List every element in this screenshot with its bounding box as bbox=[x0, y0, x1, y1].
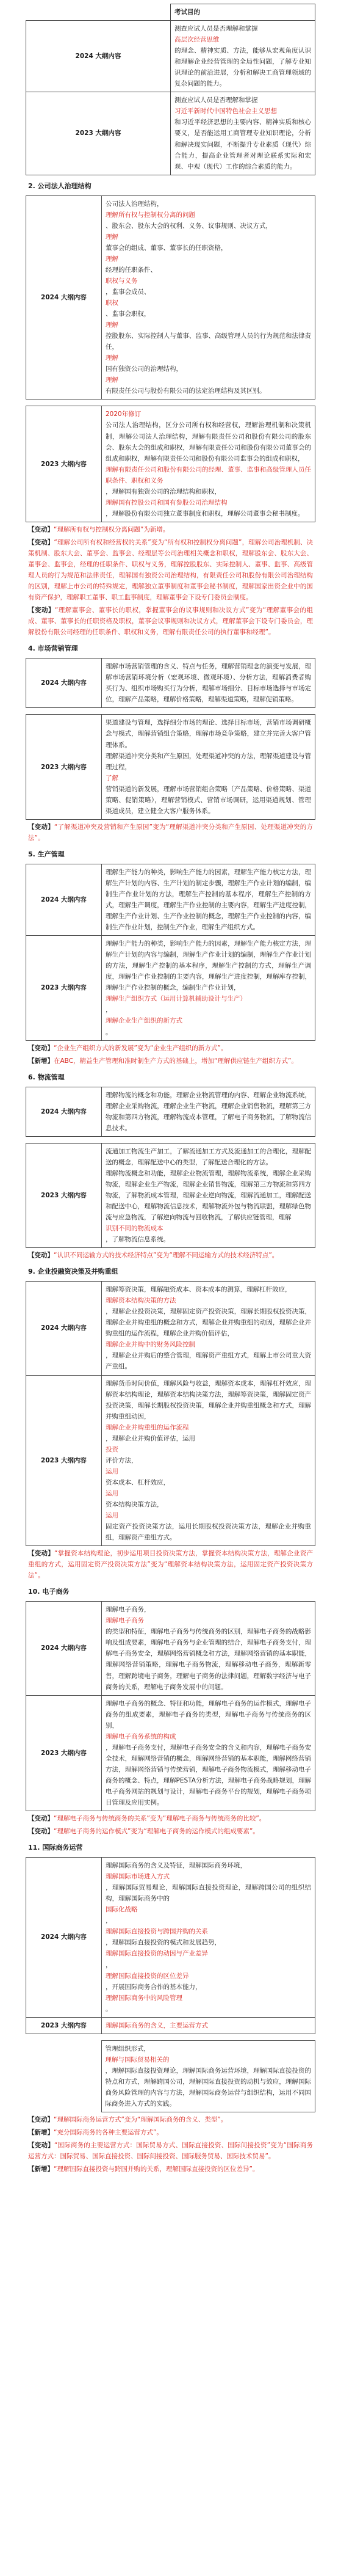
highlight-text: “理解国际直接投资与跨国并购的关系，理解国际直接投资的区位差异”。 bbox=[54, 2166, 259, 2173]
highlight-text: 国际化战略 bbox=[106, 1906, 138, 1914]
change-note bbox=[26, 2164, 315, 2175]
production-section bbox=[26, 849, 315, 1067]
row-label: 2023 大纲内容 bbox=[26, 936, 102, 1040]
highlight-text: 理解企业并购重组的运作流程 bbox=[106, 1423, 189, 1431]
column-header: 考试目的 bbox=[171, 4, 315, 21]
row-content: 理解货币时间价值，理解风险与收益，理解资本成本，理解杠杆效应，理解资本结构理论，理解资本结构决策方法，理解筹资决策，理解固定资产投资决策，理解长期股权投资决策，理解企业并购重组概念和方式，理解并购重组动因， 理解企业并购重组的运作流程 ，理解企业并购价值评估，运用 投资 评价方法， 运用 资本成本、杠杆效应， 运用 资本结构决策方法， 运用 固定资产投资决策方法，运用长期股权投资决策方法，理解企业并购重组，理解资产重组方式。 bbox=[102, 1375, 315, 1546]
table-row bbox=[26, 864, 315, 935]
row-label: 2024 大纲内容 bbox=[26, 195, 102, 400]
note-tag: 【变动】 bbox=[28, 2142, 54, 2150]
marketing-table-2023 bbox=[26, 714, 315, 819]
highlight-text: “理解董事会、董事长的职权，掌握董事会的议事规则和决议方式”变为“理解董事会的组成、董事、董事长的任职资格及职权，董事会议事规则和决议方式，理解董事会下设专门委员会，理解股份有限公司经理的任职条件、职权和义务，理解有限责任公司的执行董事和经理”。 bbox=[28, 607, 314, 637]
row-content: 理解市场营销管理的含义、特点与任务，理解营销理念的演变与发展，理解市场营销环境分析（宏观环境、微观环境）、分析方法，理解消费者购买行为、组织市场购买行为分析，理解市场细分、目标市场选择与市场定位，理解产品策略，理解价格策略，理解渠道策略，理解促销策略。 bbox=[102, 659, 315, 708]
highlight-text: 运用 bbox=[106, 1512, 118, 1520]
highlight-text: 理解企业并购中的财务风险控制 bbox=[106, 1341, 195, 1349]
row-label: 2024 大纲内容 bbox=[26, 1282, 102, 1375]
row-label: 2024 大纲内容 bbox=[26, 21, 171, 92]
table-row bbox=[26, 715, 315, 819]
highlight-text: 理解电子商务 bbox=[106, 1617, 144, 1625]
row-content: 理解国际商务的含义及特征，理解国际商务环境， 理解国际市场进入方式 ，理解国际贸易理论，理解国际直接投资理论，理解跨国公司的组织结构，理解国际商务中的 国际化战略 ， 理解国际直接投资与跨国并购的关系 ，理解国际直接投资的模式和发展趋势， 理解国际直接投资的动因与产业差异 ， 理解国际直接投资的区位差异 ，开展国际商务合作的基本能力， 理解国际商务中的风险管理 。 bbox=[102, 1858, 315, 2018]
corporate-governance-section bbox=[26, 181, 315, 638]
highlight-text: 习近平新时代中国特色社会主义思想 bbox=[174, 108, 277, 115]
row-content: 管理组织形式， 理解与国际贸易相关的 ，理解国际直接投资理论，理解国际商务运营环境，理解国际直接投资的特点和方式，理解跨国公司，理解国际直接投资的动机与效应，理解国际商务风险管理的内容与方法，理解国际商务运营与组织结构，运用不同国际商务进入方式的实践。 bbox=[101, 2040, 315, 2112]
page bbox=[0, 4, 341, 2175]
highlight-text: 理解与国际贸易相关的 bbox=[105, 2056, 170, 2063]
section-heading: 4. 市场营销管理 bbox=[28, 644, 78, 653]
investment-financing-section bbox=[26, 1266, 315, 1581]
row-content: 公司法人治理结构， 理解所有权与控制权分离的问题 、股东会、股东大会的权利、义务、议事规则、决议方式， 理解 董事会的组成、董事、董事长的任职资格， 理解 经理的任职条件、 职权与义务 ，监事会成员、 职权 、监事会职权， 理解 控股股东、实际控制人与董事、监事、高级管理人员的行为规范和法律责任， 理解 国有独资公司的治理结构， 理解 有限责任公司与股份有限公司的法定治理结构及其区别。 bbox=[102, 195, 315, 400]
highlight-text: 在ABC，精益生产管理和准时制生产方式的基础上，增加“理解供应链生产组织方式”。 bbox=[54, 1057, 298, 1065]
row-content: 理解电子商务， 理解电子商务 的类型和特征，理解电子商务与传统商务的区别，理解电子商务的战略影响及组成要素，理解电子商务与企业管理的结合，理解电子商务支付，理解电子商务安全，理解网络营销概念和方法，理解网络营销的基本职能，理解网络营销策略，理解电子商务物流，理解移动电子商务，理解新零售，理解跨境电子商务，理解电子商务的法律问题，理解数字经济与电子商务的关系，理解电子商务发展中的问题。 bbox=[102, 1602, 315, 1695]
highlight-text: 识别不同的物流成本 bbox=[106, 1225, 163, 1233]
change-note bbox=[26, 605, 315, 638]
row-content: 流通加工物流生产加工，了解流通加工方式及流通加工的合理化，理解配送的概念，理解配送中心的类型，了解配送合理化的方法。 理解物流概念和功能，理解企业物流管理，理解物流系统，理解企业采购物流，理解企业生产物流，理解企业销售物流，理解第三方物流和第四方物流，了解物流成本管理，理解企业逆向物流，理解流通加工，理解配送和配送中心，理解物流信息技术，理解物流外包与物流联盟，理解绿色物流与应急物流，了解逆向物流与回收物流，了解供应链管理，理解 识别不同的物流成本 ，了解物流信息系统。 bbox=[102, 1143, 315, 1247]
highlight-text: “理解所有权与控制权分离问题”为新增。 bbox=[54, 525, 170, 533]
change-note bbox=[26, 1056, 315, 1067]
note-tag: 【新增】 bbox=[28, 2166, 54, 2173]
section-heading: 2. 公司法人治理结构 bbox=[28, 181, 92, 190]
highlight-text: “认识不同运输方式的技术经济特点”变为“理解不同运输方式的技术经济特点”。 bbox=[54, 1252, 279, 1260]
change-note bbox=[26, 822, 315, 844]
row-label: 2024 大纲内容 bbox=[26, 1602, 102, 1695]
row-content: 2020年修订 公司法人治理结构，区分公司所有权和经营权，理解治理机制和决策机制，理解公司法人治理结构，理解有限责任公司和股份有限公司的股东会、股东大会的组成和职权，理解有限责任公司和股份有限公司董事会的组成和职权，理解有限责任公司和股份有限公司监事会的组成和职权， 理解有限责任公司和股份有限公司的经理、董事、监事和高级管理人员任职条件、职权和义务 ，理解国有独资公司的治理结构和职权， 理解国有控股公司和国有参股公司治理结构 ，理解股份有限公司独立董事制度和职权，理解公司董事会秘书制度。 bbox=[102, 406, 315, 522]
row-label: 2023 大纲内容 bbox=[26, 715, 102, 819]
highlight-text: 理解资本结构决策的方法 bbox=[106, 1297, 176, 1305]
highlight-text: “理解公司所有权和经营权的关系”变为“所有权和控制权分离问题”，理解公司治理机制、决策机制、股东大会、董事会、监事会、经理层等公司治理相关概念和职权，理解股东会、股东大会、董事会、监事会，经理的任职条件、职权与义务，理解控股股东、实际控制人、董事、监事、高级管理人员的行为规范和法律责任，理解国有独资公司治理结构，有限责任公司和股份有限公司治理结构的区别，理解上市公司的特殊规定，理解独立董事制度和董事会秘书制度，理解国家出资企业中的国有资产保护，理解职工董事、职工监事制度，理解董事会下设专门委员会制度。 bbox=[28, 538, 314, 602]
highlight-text: “充分国际商务的各种主要运营方式”。 bbox=[54, 2129, 163, 2137]
corporate-governance-table-2023 bbox=[26, 406, 315, 522]
note-tag: 【变动】 bbox=[28, 1252, 54, 1260]
row-label: 2023 大纲内容 bbox=[26, 1695, 102, 1811]
note-tag: 【变动】 bbox=[28, 1044, 54, 1052]
row-label: 2024 大纲内容 bbox=[26, 659, 102, 708]
row-content: 渠道建设与管理，选择细分市场的理论、选择目标市场，营销市场调研概念与模式，理解营销组合策略，理解市场竞争策略，建立并完善大客户管理体系。 理解渠道冲突分类和产生原因，处理渠道冲突的方法，理解渠道建设与管理过程， 了解 营销渠道的新发展，理解市场营销组合策略（产品策略、价格策略、渠道策略、促销策略），理解营销模式、营销市场调研，运用渠道规划、管理渠道成员，建立健全大客户服务体系。 bbox=[102, 715, 315, 819]
highlight-text: 运用 bbox=[106, 1489, 118, 1497]
table-row bbox=[26, 1858, 315, 2018]
highlight-text: “了解渠道冲突及营销和产生原因”变为“理解渠道冲突分类和产生原因、处理渠道冲突的方法”。 bbox=[28, 823, 314, 842]
change-note bbox=[26, 1548, 315, 1581]
table-row bbox=[26, 92, 315, 175]
table-row bbox=[26, 2040, 315, 2112]
table-row bbox=[26, 195, 315, 400]
row-content: 理解生产能力的种类，影响生产能力的因素，理解生产能力核定方法，理解生产计划的内容与编制，理解生产作业计划的编制，理解生产作业计划的方法，理解生产控制的基本程序，理解生产控制的方式，理解生产调度，理解生产作业控制的主要内容，理解生产进度控制，理解库存控制，理解生产作业控制的概念，编制生产作业计划， 理解生产组织方式（运用计算机辅助设计与生产） ， 理解企业生产组织的新方式 。 bbox=[102, 936, 315, 1040]
marketing-table-2024 bbox=[26, 658, 315, 708]
highlight-text: 理解电子商务系统的构成 bbox=[106, 1732, 176, 1740]
row-content: 理解电子商务的概念、特征和功能，理解电子商务的运作模式，理解电子商务的组成要素，理解电子商务的类型，理解电子商务与传统商务的区别， 理解电子商务系统的构成 ，理解电子商务支付，理解电子商务安全的含义和内容，理解电子商务安全技术，理解网络营销的概念，理解网络营销的基本职能，理解网络营销方法，理解网络营销与传统营销，理解电子商务物流模式，理解移动电子商务的概念、特点，理解PESTA分析方法，理解电子商务战略规划，理解电子商务网站的规划与设计，理解电子商务平台的规划，理解电子商务项目管理及应用实例。 bbox=[102, 1695, 315, 1811]
table-row bbox=[26, 1695, 315, 1811]
table-row bbox=[26, 659, 315, 708]
table-row bbox=[26, 2017, 315, 2034]
note-tag: 【变动】 bbox=[28, 823, 54, 831]
highlight-text: 职权 bbox=[106, 299, 118, 307]
highlight-text: 了解 bbox=[106, 774, 118, 782]
highlight-text: 理解 bbox=[106, 354, 118, 362]
highlight-text: 理解生产组织方式（运用计算机辅助设计与生产） bbox=[106, 995, 246, 1003]
e-commerce-section bbox=[26, 1586, 315, 1837]
table-row bbox=[26, 1375, 315, 1546]
section-heading: 10. 电子商务 bbox=[28, 1588, 70, 1596]
change-note bbox=[26, 1250, 315, 1261]
highlight-text: 投资 bbox=[106, 1445, 118, 1453]
row-content: 理解物流的概念和功能，理解企业物流管理的内容、理解企业物流系统，理解企业采购物流，理解企业生产物流，理解企业销售物流，理解第三方物流和第四方物流，理解物流成本管理，了解电子商务物流，了解物流信息技术。 bbox=[102, 1087, 315, 1136]
highlight-text: 运用 bbox=[106, 1467, 118, 1475]
exam-purpose-table bbox=[26, 4, 315, 175]
international-business-section bbox=[26, 1842, 315, 2175]
note-tag: 【变动】 bbox=[28, 1815, 54, 1823]
international-business-table-continued bbox=[26, 2040, 315, 2112]
logistics-section bbox=[26, 1072, 315, 1261]
corporate-governance-table-2024 bbox=[26, 195, 315, 400]
highlight-text: 理解 bbox=[106, 255, 118, 263]
highlight-text: “理解电子商务的运作模式”变为“理解电子商务的运作模式的组成要素”。 bbox=[54, 1828, 259, 1836]
highlight-text: 高层次经营思维 bbox=[174, 36, 220, 44]
highlight-text: 职权与义务 bbox=[106, 277, 138, 285]
highlight-text: 理解国际直接投资的动因与产业差异 bbox=[106, 1950, 208, 1958]
note-tag: 【变动】 bbox=[28, 1550, 54, 1558]
section-heading: 11. 国际商务运营 bbox=[28, 1844, 83, 1852]
highlight-text: 理解 bbox=[106, 376, 118, 384]
row-content: 测查应试人员是否理解和掌握 高层次经营思维 的理念、精神实质、方法，能够从宏观角度认识和理解企业经营管理的全局性问题，了解专业知识理论的前沿进展，分析和解决工商管理领域的复杂问题的能力。 bbox=[171, 21, 315, 92]
row-label: 2024 大纲内容 bbox=[26, 1087, 102, 1136]
highlight-text: 理解国际直接投资的区位差异 bbox=[106, 1972, 189, 1980]
row-label: 2023 大纲内容 bbox=[26, 2017, 102, 2034]
section-heading: 6. 物流管理 bbox=[28, 1073, 65, 1081]
change-note bbox=[26, 537, 315, 603]
highlight-text: “企业生产组织方式的新发展”变为“企业生产组织的新方式”。 bbox=[54, 1044, 228, 1052]
row-label: 2024 大纲内容 bbox=[26, 1858, 102, 2018]
logistics-table-2023 bbox=[26, 1143, 315, 1248]
highlight-text: 理解所有权与控制权分离的问题 bbox=[106, 211, 195, 219]
highlight-text: “国际商务的主要运营方式：国际贸易方式、国际直接投资、国际间接投资”变为“国际商务运营方式：国际贸易、国际直接投资、国际间接投资、国际服务贸易、国际技术贸易”。 bbox=[28, 2142, 314, 2161]
change-note bbox=[26, 1813, 315, 1824]
table-row bbox=[26, 1282, 315, 1375]
change-note bbox=[26, 1826, 315, 1837]
highlight-text: 2020年修订 bbox=[106, 410, 142, 418]
note-tag: 【变动】 bbox=[28, 1828, 54, 1836]
highlight-text: “掌握资本结构理论，初步运用项目投资决策方法，掌握资本结构决策方法，理解企业资产重组的方式，运用固定资产投资决策方法”变为“理解资本结构决策方法，运用固定资产投资决策方法”。 bbox=[28, 1550, 313, 1580]
highlight-text: 理解有限责任公司和股份有限公司的经理、董事、监事和高级管理人员任职条件、职权和义务 bbox=[106, 465, 311, 484]
table-row bbox=[26, 21, 315, 92]
note-tag: 【新增】 bbox=[28, 2129, 54, 2137]
note-tag: 【变动】 bbox=[28, 2116, 54, 2124]
international-business-table bbox=[26, 1857, 315, 2034]
note-tag: 【变动】 bbox=[28, 525, 54, 533]
row-label: 2023 大纲内容 bbox=[26, 1375, 102, 1546]
section-heading: 5. 生产管理 bbox=[28, 850, 65, 858]
e-commerce-table bbox=[26, 1601, 315, 1811]
table-row bbox=[26, 1087, 315, 1136]
investment-financing-table bbox=[26, 1281, 315, 1546]
production-table bbox=[26, 864, 315, 1041]
change-note bbox=[26, 2114, 315, 2125]
table-row bbox=[26, 936, 315, 1040]
row-content: 理解筹资决策，理解融资成本、资本成本的测算，理解杠杆效应， 理解资本结构决策的方法 ，理解企业投资决策，理解固定资产投资决策，理解长期股权投资决策，理解企业并购重组的概念和方式，理解企业并购重组的动因，理解企业并购重组的运作流程，理解企业并购价值评估， 理解企业并购中的财务风险控制 ，理解企业并购后的整合管理，理解资产重组方式，理解上市公司重大资产重组。 bbox=[102, 1282, 315, 1375]
table-row bbox=[26, 406, 315, 522]
change-note bbox=[26, 1043, 315, 1054]
change-note bbox=[26, 2140, 315, 2162]
highlight-text: 理解 bbox=[106, 321, 118, 329]
note-tag: 【变动】 bbox=[28, 538, 54, 546]
highlight-text: 理解企业生产组织的新方式 bbox=[106, 1017, 182, 1025]
table-row bbox=[26, 1143, 315, 1247]
table-row bbox=[26, 1602, 315, 1695]
change-note bbox=[26, 524, 315, 535]
highlight-text: 理解国际商务中的风险管理 bbox=[106, 1994, 182, 2002]
row-label: 2024 大纲内容 bbox=[26, 864, 102, 935]
highlight-text: “理解国际商务运营方式”变为“理解国际商务的含义、类型”。 bbox=[54, 2116, 228, 2124]
table-header-row bbox=[26, 4, 315, 21]
exam-purpose-section bbox=[26, 4, 315, 175]
highlight-text: 理解国有控股公司和国有参股公司治理结构 bbox=[106, 498, 228, 506]
highlight-text: 理解 bbox=[106, 233, 118, 241]
row-content bbox=[102, 2017, 315, 2034]
row-content: 理解生产能力的种类，影响生产能力的因素，理解生产能力核定方法，理解生产计划的内容、生产计划的制定步骤，理解生产作业计划的编制，编制生产作业计划的方法，理解生产控制的基本程序，理解生产控制的方式，理解生产调度，理解生产作业控制的主要内容，理解生产进度控制，理解生产作业计划、生产作业控制的概念，理解生产作业控制的内容，编制生产作业计划，控制生产作业，理解生产组织方式。 bbox=[102, 864, 315, 935]
change-note bbox=[26, 2127, 315, 2138]
highlight-text: “理解电子商务与传统商务的关系”变为“理解电子商务与传统商务的比较”。 bbox=[54, 1815, 266, 1823]
highlight-text: 理解国际直接投资与跨国并购的关系 bbox=[106, 1928, 208, 1936]
highlight-text: 理解国际市场进入方式 bbox=[106, 1873, 170, 1881]
row-label: 2023 大纲内容 bbox=[26, 406, 102, 522]
marketing-section bbox=[26, 643, 315, 844]
row-label: 2023 大纲内容 bbox=[26, 1143, 102, 1247]
section-heading: 9. 企业投融资决策及并购重组 bbox=[28, 1268, 118, 1276]
row-label: 2023 大纲内容 bbox=[26, 92, 171, 175]
note-tag: 【变动】 bbox=[28, 607, 55, 615]
logistics-table-2024 bbox=[26, 1087, 315, 1137]
highlight-text: 理解国际商务的含义，主要运营方式 bbox=[106, 2021, 208, 2029]
row-content: 测查应试人员是否理解和掌握 习近平新时代中国特色社会主义思想 和习近平经济思想的主要内容、精神实质和核心要义，是否能运用工商管理专业知识理论，分析和解决现实问题，不断提升专业素质（现代）综合能力，提高企业管理者对理论联系实际和宏观、中观（现代）工作的综合素质的能力。 bbox=[171, 92, 315, 175]
note-tag: 【新增】 bbox=[28, 1057, 54, 1065]
